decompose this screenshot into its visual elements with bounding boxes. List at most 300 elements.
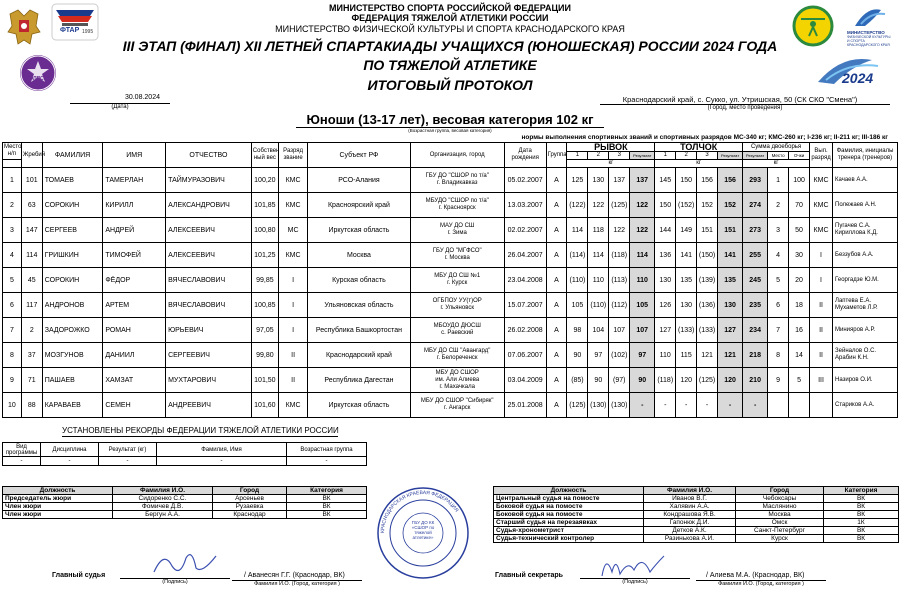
th-tres: Результат — [743, 152, 768, 160]
th-num — [3, 160, 22, 168]
total-place: 8 — [768, 343, 789, 368]
chief-sign-caption: (Подпись) — [162, 579, 188, 585]
jury-left-person: Фомичев Д.В. — [113, 503, 213, 511]
org-line: МБУ ДО СШОР "Сибиряк" — [420, 398, 494, 404]
athlete-coach — [833, 243, 898, 268]
records-th-discipline: Дисциплина — [41, 443, 99, 457]
org-line: ГБУ ДО "МГФСО" — [432, 248, 482, 254]
cleanjerk-attempt-3: (139) — [697, 268, 718, 293]
cleanjerk-attempt-2: 130 — [676, 293, 697, 318]
athlete-patronymic: АЛЕКСАНДРОВИЧ — [166, 193, 252, 218]
ftar-logo-year: 1995 — [82, 29, 94, 35]
athlete-group: А — [546, 168, 567, 193]
snatch-result: 90 — [630, 368, 655, 393]
jury-right-th: Категория — [824, 487, 899, 495]
table-row — [3, 503, 367, 511]
th-s1: 1 — [567, 152, 588, 160]
athlete-dob: 25.01.2008 — [504, 393, 546, 418]
org-line: г. Ульяновск — [440, 305, 474, 311]
cleanjerk-attempt-3: (125) — [697, 368, 718, 393]
snatch-attempt-1: (85) — [567, 368, 588, 393]
snatch-attempt-1: (114) — [567, 243, 588, 268]
athlete-patronymic: АЛЕКСЕЕВИЧ — [166, 243, 252, 268]
venue-caption: (Город, место проведения) — [707, 105, 783, 111]
athlete-place: 8 — [3, 343, 22, 368]
jury-left-th: Должность — [3, 487, 113, 495]
jury-left-position: Член жюри — [3, 511, 113, 519]
th-tpoints: Очки — [789, 152, 810, 160]
snatch-result: 97 — [630, 343, 655, 368]
table-row — [3, 243, 898, 268]
cleanjerk-attempt-3: - — [697, 393, 718, 418]
athlete-place: 9 — [3, 368, 22, 393]
snatch-attempt-3: (125) — [609, 193, 630, 218]
coach-line: Качаев А.А. — [835, 176, 868, 183]
jury-left-body — [3, 495, 367, 519]
table-row — [3, 218, 898, 243]
athlete-region: Республика Дагестан — [308, 368, 410, 393]
th-s3: 3 — [609, 152, 630, 160]
snatch-attempt-2: 114 — [588, 243, 609, 268]
cleanjerk-attempt-1: 130 — [655, 268, 676, 293]
table-row — [494, 511, 899, 519]
athlete-rank: КМС — [278, 243, 307, 268]
athlete-place: 1 — [3, 168, 22, 193]
jury-right-position: Центральный судья на помосте — [494, 495, 644, 503]
th-dob: Дата рождения — [504, 143, 546, 168]
snatch-attempt-2: 110 — [588, 268, 609, 293]
athlete-surname: СЕРГЕЕВ — [42, 218, 103, 243]
coach-line: Кириллова К.Д. — [835, 230, 878, 236]
snatch-attempt-2: 130 — [588, 168, 609, 193]
athlete-lot: 114 — [21, 243, 42, 268]
athlete-region: Красноярский край — [308, 193, 410, 218]
table-row — [494, 535, 899, 543]
athlete-patronymic: МУХТАРОВИЧ — [166, 368, 252, 393]
ftar-logo-text: ФТАР — [60, 27, 80, 34]
cleanjerk-attempt-1: 127 — [655, 318, 676, 343]
cleanjerk-attempt-3: (133) — [697, 318, 718, 343]
snatch-attempt-2: 90 — [588, 368, 609, 393]
snatch-attempt-2: 104 — [588, 318, 609, 343]
athlete-rank: I — [278, 268, 307, 293]
athlete-patronymic: СЕРГЕЕВИЧ — [166, 343, 252, 368]
result-rank: II — [810, 318, 833, 343]
results-table — [2, 142, 898, 418]
athlete-patronymic: ВЯЧЕСЛАВОВИЧ — [166, 268, 252, 293]
th-rank: Разряд звание — [278, 143, 307, 168]
athlete-dob: 13.03.2007 — [504, 193, 546, 218]
athlete-coach — [833, 368, 898, 393]
athlete-rank: КМС — [278, 393, 307, 418]
ministry-logo-sub2: И СПОРТА — [847, 39, 865, 43]
athlete-region: Курская область — [308, 268, 410, 293]
athlete-org — [410, 168, 504, 193]
snatch-attempt-3: (118) — [609, 243, 630, 268]
cleanjerk-attempt-3: 121 — [697, 343, 718, 368]
athlete-name: РОМАН — [103, 318, 166, 343]
athlete-surname: ЗАДОРОЖКО — [42, 318, 103, 343]
total-result: 273 — [743, 218, 768, 243]
jury-right-position: Судья-хронометрист — [494, 527, 644, 535]
org-line: МБУ ДО СШ №1 — [434, 273, 481, 279]
athlete-weight: 99,80 — [251, 343, 278, 368]
snatch-attempt-3: (112) — [609, 293, 630, 318]
athlete-coach — [833, 318, 898, 343]
jury-right-person: Кондрашова Я.В. — [644, 511, 736, 519]
total-place: 9 — [768, 368, 789, 393]
th-place: Место н/п — [3, 143, 22, 160]
jury-left-th: Фамилия И.О. — [113, 487, 213, 495]
athlete-place: 5 — [3, 268, 22, 293]
th-total: Сумма двоеборья — [743, 143, 810, 152]
jury-left-category: ВК — [287, 503, 367, 511]
header-line-2: ФЕДЕРАЦИЯ ТЯЖЕЛОЙ АТЛЕТИКИ РОССИИ — [351, 13, 549, 23]
jury-left-city: Краснодар — [213, 511, 287, 519]
records-cell: - — [41, 457, 99, 466]
event-title: III ЭТАП (ФИНАЛ) XII ЛЕТНЕЙ СПАРТАКИАДЫ УЧАЩИХСЯ (ЮНОШЕСКАЯ) РОССИИ 2024 ГОДА — [122, 38, 778, 54]
cleanjerk-result: 135 — [718, 268, 743, 293]
chief-name-caption: Фамилия И.О. (Город, категория ) — [254, 581, 340, 587]
th-c3: 3 — [697, 152, 718, 160]
org-line: г. Курск — [447, 280, 468, 286]
chief-secretary-label: Главный секретарь — [495, 572, 563, 579]
records-table — [2, 442, 367, 466]
results-body — [3, 168, 898, 418]
cleanjerk-attempt-2: 150 — [676, 168, 697, 193]
chief-secretary-name: / Алиева М.А. (Краснодар, ВК) — [706, 572, 805, 579]
athlete-place: 10 — [3, 393, 22, 418]
athlete-group: А — [546, 193, 567, 218]
cleanjerk-attempt-3: 151 — [697, 218, 718, 243]
org-line: г. Зима — [447, 230, 467, 236]
table-row — [3, 368, 898, 393]
snatch-attempt-1: (125) — [567, 393, 588, 418]
athlete-dob: 07.06.2007 — [504, 343, 546, 368]
athlete-group: А — [546, 368, 567, 393]
th-total-kg: кг — [743, 160, 810, 168]
jury-left-category: ВК — [287, 495, 367, 503]
athlete-lot: 147 — [21, 218, 42, 243]
records-cell: - — [287, 457, 367, 466]
cleanjerk-attempt-3: (150) — [697, 243, 718, 268]
cleanjerk-attempt-2: 141 — [676, 243, 697, 268]
records-cell: - — [157, 457, 287, 466]
athlete-rank: КМС — [278, 168, 307, 193]
table-row — [3, 193, 898, 218]
total-points: 14 — [789, 343, 810, 368]
athlete-rank: КМС — [278, 193, 307, 218]
snatch-attempt-1: 125 — [567, 168, 588, 193]
jury-right-category: ВК — [824, 503, 899, 511]
secretary-name-caption: Фамилия И.О. (Город, категория ) — [718, 581, 804, 587]
cleanjerk-attempt-1: 136 — [655, 243, 676, 268]
athlete-weight: 100,80 — [251, 218, 278, 243]
header-line-3: МИНИСТЕРСТВО ФИЗИЧЕСКОЙ КУЛЬТУРЫ И СПОРТА КРАСНОДАРСКОГО КРАЯ — [275, 24, 625, 34]
snatch-result: 114 — [630, 243, 655, 268]
cleanjerk-attempt-1: 110 — [655, 343, 676, 368]
org-line: ГБУ ДО "СШОР по т/а" — [425, 173, 489, 179]
athlete-coach — [833, 168, 898, 193]
athlete-patronymic: АЛЕКСЕЕВИЧ — [166, 218, 252, 243]
org-line: г. Красноярск — [438, 205, 476, 211]
cleanjerk-attempt-2: (133) — [676, 318, 697, 343]
athlete-name: КИРИЛЛ — [103, 193, 166, 218]
jury-left-city: Арсеньев — [213, 495, 287, 503]
result-rank: КМС — [810, 168, 833, 193]
snatch-attempt-3: 107 — [609, 318, 630, 343]
athlete-patronymic: ВЯЧЕСЛАВОВИЧ — [166, 293, 252, 318]
coach-line: Мухаметов Л.Р. — [835, 305, 878, 311]
table-row — [3, 495, 367, 503]
th-region: Субъект РФ — [308, 143, 410, 168]
jury-left-city: Рузаевка — [213, 503, 287, 511]
jury-left-category: ВК — [287, 511, 367, 519]
cleanjerk-attempt-2: 115 — [676, 343, 697, 368]
total-points: 70 — [789, 193, 810, 218]
athlete-weight: 101,85 — [251, 193, 278, 218]
athlete-place: 4 — [3, 243, 22, 268]
total-result: 235 — [743, 293, 768, 318]
jury-right-position: Боковой судья на помосте — [494, 511, 644, 519]
th-snatch: РЫВОК — [567, 143, 655, 152]
total-place — [768, 393, 789, 418]
jury-right-category: 1К — [824, 519, 899, 527]
athlete-name: СЕМЕН — [103, 393, 166, 418]
athlete-name: ДАНИИЛ — [103, 343, 166, 368]
table-row — [3, 268, 898, 293]
jury-right-th: Город — [736, 487, 824, 495]
athlete-dob: 26.02.2008 — [504, 318, 546, 343]
athlete-surname: ГРИШКИН — [42, 243, 103, 268]
th-tplace: Место — [768, 152, 789, 160]
event-subtitle: ПО ТЯЖЕЛОЙ АТЛЕТИКЕ — [363, 57, 537, 73]
total-points: 16 — [789, 318, 810, 343]
athlete-org — [410, 343, 504, 368]
athlete-org — [410, 318, 504, 343]
cleanjerk-attempt-2: - — [676, 393, 697, 418]
org-line: им. Али Алиева — [435, 376, 480, 383]
cleanjerk-result: 127 — [718, 318, 743, 343]
coat-of-arms-logo — [4, 6, 44, 48]
records-th-type: Вид программы — [3, 443, 41, 457]
jury-right-category: ВК — [824, 527, 899, 535]
total-place: 2 — [768, 193, 789, 218]
athlete-rank: I — [278, 293, 307, 318]
ministry-logo-sub: ФИЗИЧЕСКОЙ КУЛЬТУРЫ — [847, 35, 891, 39]
th-patronymic: ОТЧЕСТВО — [166, 143, 252, 168]
snatch-result: 107 — [630, 318, 655, 343]
athlete-lot: 117 — [21, 293, 42, 318]
th-group: Группа — [546, 143, 567, 168]
athlete-place: 7 — [3, 318, 22, 343]
jury-table-left — [2, 486, 367, 519]
athlete-rank: II — [278, 343, 307, 368]
jury-left-th: Категория — [287, 487, 367, 495]
total-result: 245 — [743, 268, 768, 293]
th-cleanjerk: ТОЛЧОК — [655, 143, 743, 152]
athlete-group: А — [546, 268, 567, 293]
athlete-name: ТИМОФЕЙ — [103, 243, 166, 268]
jury-right-position: Старший судья на перезаявках — [494, 519, 644, 527]
total-points: 30 — [789, 243, 810, 268]
records-underline — [62, 436, 338, 437]
cleanjerk-attempt-2: 120 — [676, 368, 697, 393]
ministry-logo-title: МИНИСТЕРСТВО — [847, 30, 885, 35]
chief-judge-signature — [150, 548, 220, 578]
cleanjerk-result: 151 — [718, 218, 743, 243]
total-result: 210 — [743, 368, 768, 393]
athlete-region: РСО-Алания — [308, 168, 410, 193]
protocol-date: 30.08.2024 — [124, 94, 160, 101]
athlete-weight: 100,85 — [251, 293, 278, 318]
athlete-lot: 37 — [21, 343, 42, 368]
records-th-age-group: Возрастная группа — [287, 443, 367, 457]
snatch-result: - — [630, 393, 655, 418]
protocol-title: ИТОГОВЫЙ ПРОТОКОЛ — [367, 77, 533, 93]
result-rank: II — [810, 293, 833, 318]
cleanjerk-attempt-1: 144 — [655, 218, 676, 243]
org-line: с. Раевский — [441, 330, 474, 336]
snatch-attempt-1: 105 — [567, 293, 588, 318]
cleanjerk-result: 121 — [718, 343, 743, 368]
athlete-weight: 99,85 — [251, 268, 278, 293]
snatch-result: 122 — [630, 193, 655, 218]
ministry-logo-sub3: КРАСНОДАРСКОГО КРАЯ — [847, 43, 890, 47]
records-title: УСТАНОВЛЕНЫ РЕКОРДЫ ФЕДЕРАЦИИ ТЯЖЕЛОЙ АТЛЕТИКИ РОССИИ — [62, 426, 339, 435]
athlete-weight: 101,25 — [251, 243, 278, 268]
athlete-patronymic: ЮРЬЕВИЧ — [166, 318, 252, 343]
table-row — [3, 511, 367, 519]
total-place: 3 — [768, 218, 789, 243]
spartakiada-logo — [812, 52, 888, 90]
athlete-weight: 101,50 — [251, 368, 278, 393]
athlete-place: 6 — [3, 293, 22, 318]
athlete-group: А — [546, 243, 567, 268]
athlete-surname: АНДРОНОВ — [42, 293, 103, 318]
header-line-1: МИНИСТЕРСТВО СПОРТА РОССИЙСКОЙ ФЕДЕРАЦИИ — [329, 3, 571, 13]
athlete-coach — [833, 393, 898, 418]
th-result-rank: Вып. разряд — [810, 143, 833, 168]
athlete-lot: 88 — [21, 393, 42, 418]
cleanjerk-result: - — [718, 393, 743, 418]
snatch-attempt-3: (97) — [609, 368, 630, 393]
chief-secretary-signature — [598, 550, 668, 580]
jury-right-person: Иванов В.Г. — [644, 495, 736, 503]
athlete-group: А — [546, 343, 567, 368]
snatch-attempt-2: 122 — [588, 193, 609, 218]
total-result: 293 — [743, 168, 768, 193]
result-rank: I — [810, 243, 833, 268]
ministry-logo — [847, 4, 897, 47]
total-result: 255 — [743, 243, 768, 268]
cleanjerk-attempt-3: (136) — [697, 293, 718, 318]
records-cell: - — [3, 457, 41, 466]
athlete-name: ХАМЗАТ — [103, 368, 166, 393]
athlete-dob: 23.04.2008 — [504, 268, 546, 293]
chief-judge-name: / Аванесян Г.Г. (Краснодар, ВК) — [244, 572, 345, 579]
athlete-lot: 45 — [21, 268, 42, 293]
table-row — [3, 293, 898, 318]
coach-line: Назиров О.И. — [835, 376, 873, 383]
total-result: - — [743, 393, 768, 418]
athlete-lot: 63 — [21, 193, 42, 218]
athlete-org — [410, 293, 504, 318]
jury-right-city: Маслянино — [736, 503, 824, 511]
athlete-org — [410, 368, 504, 393]
jury-table-right — [493, 486, 899, 543]
athlete-surname: СОРОКИН — [42, 193, 103, 218]
snatch-attempt-2: (110) — [588, 293, 609, 318]
snatch-attempt-3: 122 — [609, 218, 630, 243]
snatch-attempt-3: (102) — [609, 343, 630, 368]
athlete-surname: СОРОКИН — [42, 268, 103, 293]
total-points: 20 — [789, 268, 810, 293]
athlete-lot: 2 — [21, 318, 42, 343]
jury-right-position: Боковой судья на помосте — [494, 503, 644, 511]
jury-right-city: Омск — [736, 519, 824, 527]
org-line: МАУ ДО СШ — [439, 223, 475, 229]
cleanjerk-result: 130 — [718, 293, 743, 318]
table-row — [3, 168, 898, 193]
total-points: 18 — [789, 293, 810, 318]
org-line: г. Ангарск — [443, 405, 471, 411]
table-row — [3, 343, 898, 368]
th-lot: Жребий — [21, 143, 42, 168]
athlete-org — [410, 218, 504, 243]
cleanjerk-attempt-1: 126 — [655, 293, 676, 318]
th-coach: Фамилия, инициалы тренера (тренеров) — [833, 143, 898, 168]
snatch-attempt-3: (130) — [609, 393, 630, 418]
jury-right-body — [494, 495, 899, 543]
snatch-result: 105 — [630, 293, 655, 318]
cleanjerk-attempt-3: 156 — [697, 168, 718, 193]
snatch-attempt-1: 90 — [567, 343, 588, 368]
org-line: МБОУДО ДЮСШ — [433, 323, 481, 329]
athlete-lot: 71 — [21, 368, 42, 393]
athlete-region: Москва — [308, 243, 410, 268]
jury-right-person: Гапонюк Д.И. — [644, 519, 736, 527]
athlete-group: А — [546, 393, 567, 418]
total-place: 6 — [768, 293, 789, 318]
jury-right-city: Курск — [736, 535, 824, 543]
athlete-surname: МОЗГУНОВ — [42, 343, 103, 368]
result-rank: II — [810, 343, 833, 368]
table-row — [494, 495, 899, 503]
coach-line: Полежаев А.Н. — [835, 201, 877, 208]
athlete-org — [410, 268, 504, 293]
official-stamp — [376, 486, 470, 580]
athlete-rank: I — [278, 318, 307, 343]
athlete-patronymic: ТАЙМУРАЗОВИЧ — [166, 168, 252, 193]
jury-right-city: Чебоксары — [736, 495, 824, 503]
snatch-attempt-3: 137 — [609, 168, 630, 193]
th-cleanjerk-kg: кг — [655, 160, 743, 168]
coach-line: Георгадзе Ю.М. — [835, 276, 879, 283]
jury-right-category: ВК — [824, 495, 899, 503]
th-snatch-kg: кг — [567, 160, 655, 168]
athlete-dob: 02.02.2007 — [504, 218, 546, 243]
jury-right-th: Фамилия И.О. — [644, 487, 736, 495]
athlete-surname: ТОМАЕВ — [42, 168, 103, 193]
spartakiada-year: 2024 — [842, 70, 874, 86]
table-row — [494, 527, 899, 535]
table-row — [494, 519, 899, 527]
records-cell: - — [99, 457, 157, 466]
coach-line: Пугачев С.А. — [835, 223, 871, 229]
athlete-lot: 101 — [21, 168, 42, 193]
athlete-coach — [833, 293, 898, 318]
